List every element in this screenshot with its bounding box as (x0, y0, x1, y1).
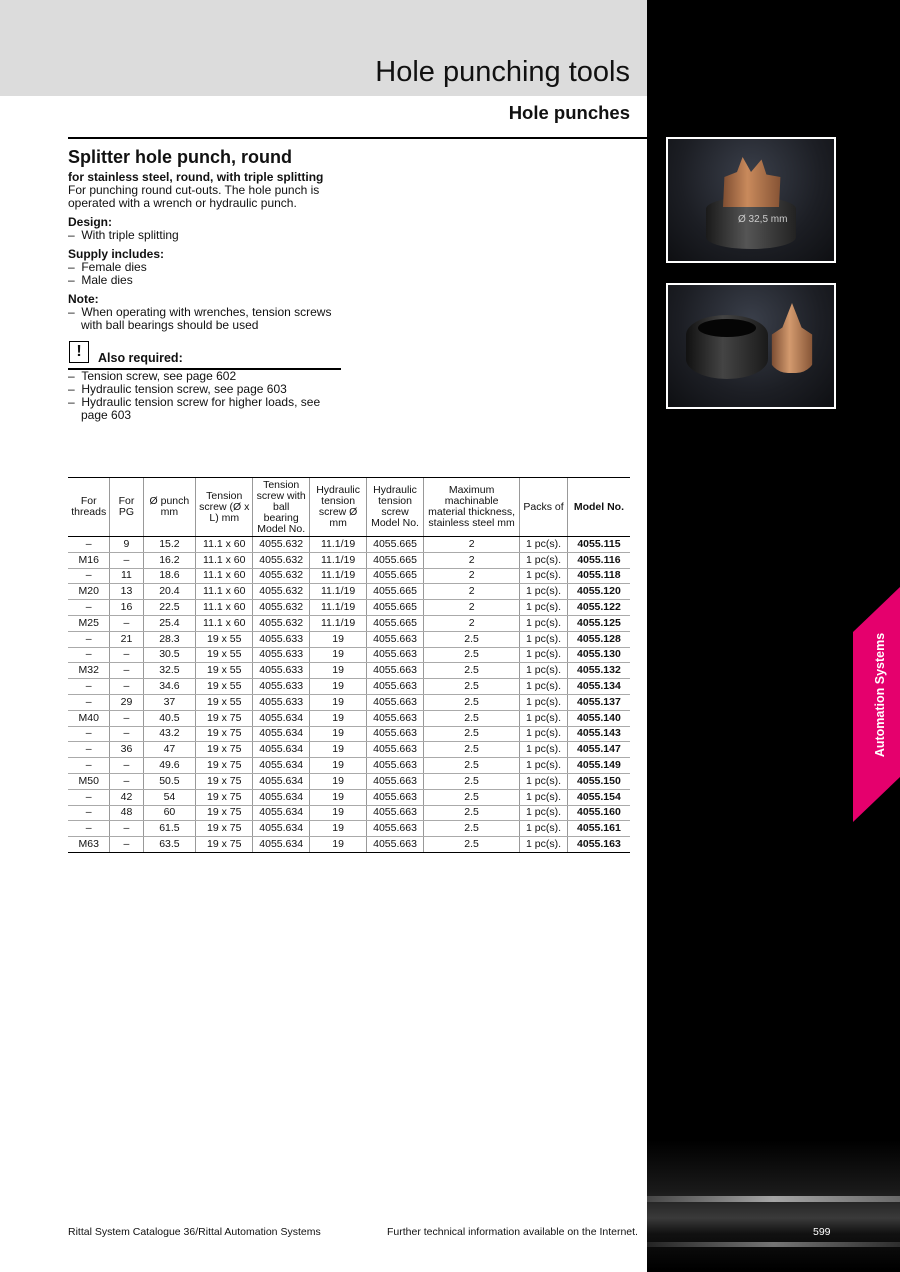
table-cell: – (110, 758, 143, 774)
table-cell: 4055.663 (367, 789, 424, 805)
table-cell: 4055.634 (253, 726, 310, 742)
table-cell: 30.5 (143, 647, 196, 663)
table-cell: 19 x 75 (196, 742, 253, 758)
table-cell: 19 x 75 (196, 837, 253, 853)
table-header-row (68, 478, 630, 537)
table-body (68, 537, 630, 853)
table-cell: 11.1/19 (310, 600, 367, 616)
product-image-die-set (666, 283, 836, 409)
footer-info: Further technical information available on the Internet. (387, 1226, 638, 1238)
table-row (68, 773, 630, 789)
model-number-cell: 4055.118 (567, 568, 630, 584)
exclamation-icon: ! (69, 341, 89, 363)
column-header: Tension screw with ball bearing Model No. (253, 478, 310, 537)
model-number-cell: 4055.122 (567, 600, 630, 616)
table-cell: – (110, 726, 143, 742)
table-cell: 47 (143, 742, 196, 758)
model-number-cell: 4055.115 (567, 537, 630, 553)
table-cell: 1 pc(s). (520, 742, 568, 758)
punch-size-label: Ø 32,5 mm (738, 214, 788, 225)
column-header: Model No. (567, 478, 630, 537)
column-header: Maximum machinable material thickness, stainless steel mm (423, 478, 519, 537)
male-die (768, 303, 816, 373)
table-cell: 11.1 x 60 (196, 568, 253, 584)
table-cell: 11.1 x 60 (196, 552, 253, 568)
table-cell: 1 pc(s). (520, 663, 568, 679)
table-row (68, 837, 630, 853)
table-cell: 2.5 (423, 679, 519, 695)
table-cell: 4055.663 (367, 742, 424, 758)
table-cell: 4055.663 (367, 773, 424, 789)
product-table (68, 477, 630, 853)
table-cell: M20 (68, 584, 110, 600)
table-cell: 2.5 (423, 758, 519, 774)
table-cell: 4055.632 (253, 568, 310, 584)
table-row (68, 647, 630, 663)
table-row (68, 805, 630, 821)
product-image-punch (666, 137, 836, 263)
product-description (68, 147, 348, 332)
also-required-item: – Hydraulic tension screw, see page 603 (68, 382, 287, 396)
table-cell: 19 (310, 773, 367, 789)
column-header: Hydraulic tension screw Model No. (367, 478, 424, 537)
table-cell: 4055.665 (367, 600, 424, 616)
table-cell: 4055.665 (367, 568, 424, 584)
table-cell: 28.3 (143, 631, 196, 647)
table-cell: 2 (423, 615, 519, 631)
page-title: Hole punching tools (375, 56, 630, 88)
table-cell: 37 (143, 694, 196, 710)
table-cell: – (68, 805, 110, 821)
design-label: Design: (68, 215, 113, 229)
table-cell: – (110, 773, 143, 789)
table-cell: 54 (143, 789, 196, 805)
table-cell: 4055.663 (367, 710, 424, 726)
table-cell: 4055.663 (367, 631, 424, 647)
table-cell: 2 (423, 600, 519, 616)
table-cell: 2.5 (423, 694, 519, 710)
table-cell: – (110, 837, 143, 853)
table-cell: 19 (310, 694, 367, 710)
page-number: 599 (813, 1226, 831, 1238)
table-cell: – (68, 821, 110, 837)
product-tagline: for stainless steel, round, with triple splitting (68, 170, 324, 184)
also-required-label: Also required: (98, 351, 183, 365)
table-cell: 4055.663 (367, 647, 424, 663)
table-cell: 19 (310, 726, 367, 742)
table-cell: 19 x 75 (196, 726, 253, 742)
table-cell: 4055.634 (253, 837, 310, 853)
table-cell: 19 (310, 742, 367, 758)
table-cell: 2.5 (423, 805, 519, 821)
also-required-list (68, 370, 348, 422)
table-cell: – (110, 615, 143, 631)
supply-item: – Female dies (68, 260, 147, 274)
table-cell: 19 x 75 (196, 805, 253, 821)
table-cell: 15.2 (143, 537, 196, 553)
table-cell: 4055.634 (253, 710, 310, 726)
design-item: – With triple splitting (68, 228, 179, 242)
model-number-cell: 4055.116 (567, 552, 630, 568)
table-cell: 19 (310, 663, 367, 679)
table-cell: 13 (110, 584, 143, 600)
table-row (68, 663, 630, 679)
table-cell: 1 pc(s). (520, 773, 568, 789)
table-cell: 2 (423, 537, 519, 553)
table-cell: 34.6 (143, 679, 196, 695)
table-cell: 4055.633 (253, 694, 310, 710)
table-cell: 4055.663 (367, 805, 424, 821)
product-description-text: For punching round cut-outs. The hole punch is operated with a wrench or hydraulic punch. (68, 183, 320, 210)
table-cell: 4055.634 (253, 773, 310, 789)
table-cell: 1 pc(s). (520, 537, 568, 553)
table-cell: 4055.632 (253, 552, 310, 568)
table-cell: 2.5 (423, 837, 519, 853)
table-cell: 16 (110, 600, 143, 616)
table-cell: 22.5 (143, 600, 196, 616)
table-cell: 19 (310, 710, 367, 726)
table-cell: 2.5 (423, 710, 519, 726)
table-cell: 19 (310, 805, 367, 821)
table-cell: 2.5 (423, 773, 519, 789)
table-cell: 2.5 (423, 821, 519, 837)
table-row (68, 789, 630, 805)
table-cell: 9 (110, 537, 143, 553)
table-row (68, 600, 630, 616)
model-number-cell: 4055.120 (567, 584, 630, 600)
model-number-cell: 4055.130 (567, 647, 630, 663)
table-row (68, 726, 630, 742)
table-cell: 4055.632 (253, 584, 310, 600)
table-cell: 11.1/19 (310, 568, 367, 584)
table-cell: 1 pc(s). (520, 647, 568, 663)
table-cell: – (68, 694, 110, 710)
table-cell: 4055.633 (253, 631, 310, 647)
table-cell: 2 (423, 552, 519, 568)
table-cell: – (110, 647, 143, 663)
table-row (68, 742, 630, 758)
table-cell: 1 pc(s). (520, 568, 568, 584)
table-cell: – (68, 726, 110, 742)
table-cell: 21 (110, 631, 143, 647)
table-cell: 2.5 (423, 663, 519, 679)
note-label: Note: (68, 292, 99, 306)
table-cell: 4055.632 (253, 537, 310, 553)
table-cell: 36 (110, 742, 143, 758)
table-cell: 19 x 55 (196, 679, 253, 695)
table-cell: M32 (68, 663, 110, 679)
table-cell: 1 pc(s). (520, 584, 568, 600)
table-cell: 1 pc(s). (520, 821, 568, 837)
model-number-cell: 4055.163 (567, 837, 630, 853)
table-cell: 11 (110, 568, 143, 584)
table-cell: 11.1 x 60 (196, 537, 253, 553)
table-cell: M25 (68, 615, 110, 631)
supply-item: – Male dies (68, 273, 133, 287)
table-cell: 1 pc(s). (520, 789, 568, 805)
table-cell: 2 (423, 568, 519, 584)
table-cell: 11.1/19 (310, 552, 367, 568)
column-header: Hydraulic tension screw Ø mm (310, 478, 367, 537)
table-cell: – (68, 600, 110, 616)
header-rule (68, 137, 647, 139)
table-row (68, 821, 630, 837)
table-cell: 11.1/19 (310, 537, 367, 553)
model-number-cell: 4055.149 (567, 758, 630, 774)
table-cell: 2.5 (423, 742, 519, 758)
table-cell: – (68, 742, 110, 758)
table-cell: 40.5 (143, 710, 196, 726)
table-cell: 1 pc(s). (520, 710, 568, 726)
table-cell: 19 (310, 758, 367, 774)
table-cell: 49.6 (143, 758, 196, 774)
table-cell: 19 (310, 837, 367, 853)
table-cell: 4055.663 (367, 694, 424, 710)
page-subtitle: Hole punches (508, 102, 630, 123)
table-row (68, 537, 630, 553)
table-row (68, 552, 630, 568)
also-required-item: – Hydraulic tension screw for higher loads, see page 603 (68, 395, 321, 422)
table-cell: M50 (68, 773, 110, 789)
side-panel-shine (647, 1140, 900, 1270)
table-cell: 4055.665 (367, 537, 424, 553)
column-header: Ø punch mm (143, 478, 196, 537)
table-cell: 1 pc(s). (520, 837, 568, 853)
punch-cutter (716, 157, 786, 207)
table-row (68, 679, 630, 695)
table-cell: 11.1 x 60 (196, 584, 253, 600)
table-row (68, 584, 630, 600)
table-cell: – (68, 568, 110, 584)
table-cell: 19 (310, 679, 367, 695)
female-die-hole (698, 319, 756, 337)
table-cell: – (110, 679, 143, 695)
table-cell: 29 (110, 694, 143, 710)
side-panel-shine-line (647, 1242, 900, 1247)
column-header: Tension screw (Ø x L) mm (196, 478, 253, 537)
table-row (68, 710, 630, 726)
supply-label: Supply includes: (68, 247, 165, 261)
table-cell: 48 (110, 805, 143, 821)
table-cell: 19 x 75 (196, 789, 253, 805)
table-cell: 4055.663 (367, 679, 424, 695)
table-cell: 1 pc(s). (520, 758, 568, 774)
table-cell: 50.5 (143, 773, 196, 789)
table-cell: 4055.663 (367, 821, 424, 837)
table-cell: 63.5 (143, 837, 196, 853)
table-cell: 4055.663 (367, 663, 424, 679)
table-cell: 1 pc(s). (520, 631, 568, 647)
footer-catalogue: Rittal System Catalogue 36/Rittal Automation Systems (68, 1226, 321, 1238)
table-cell: – (110, 821, 143, 837)
table-cell: M63 (68, 837, 110, 853)
table-cell: 16.2 (143, 552, 196, 568)
model-number-cell: 4055.161 (567, 821, 630, 837)
table-row (68, 631, 630, 647)
table-cell: 1 pc(s). (520, 552, 568, 568)
table-cell: 4055.634 (253, 742, 310, 758)
table-cell: 18.6 (143, 568, 196, 584)
table-cell: – (110, 710, 143, 726)
model-number-cell: 4055.143 (567, 726, 630, 742)
table-cell: 19 (310, 647, 367, 663)
table-cell: – (68, 537, 110, 553)
column-header: Packs of (520, 478, 568, 537)
table-row (68, 758, 630, 774)
table-cell: 4055.665 (367, 615, 424, 631)
table-cell: 2.5 (423, 647, 519, 663)
table-cell: 19 x 55 (196, 631, 253, 647)
table-cell: – (68, 631, 110, 647)
product-name: Splitter hole punch, round (68, 147, 292, 167)
table-cell: 11.1/19 (310, 615, 367, 631)
table-cell: 1 pc(s). (520, 615, 568, 631)
table-cell: 60 (143, 805, 196, 821)
side-panel-shine-line (647, 1196, 900, 1202)
table-cell: 1 pc(s). (520, 600, 568, 616)
table-cell: 19 x 55 (196, 663, 253, 679)
model-number-cell: 4055.154 (567, 789, 630, 805)
table-cell: – (68, 789, 110, 805)
table-cell: 4055.663 (367, 758, 424, 774)
table-cell: 4055.663 (367, 726, 424, 742)
model-number-cell: 4055.134 (567, 679, 630, 695)
table-cell: 4055.634 (253, 758, 310, 774)
column-header: For threads (68, 478, 110, 537)
column-header: For PG (110, 478, 143, 537)
table-cell: 2.5 (423, 631, 519, 647)
table-cell: 19 x 75 (196, 710, 253, 726)
table-cell: 19 x 55 (196, 647, 253, 663)
table-cell: 19 (310, 631, 367, 647)
table-cell: 42 (110, 789, 143, 805)
model-number-cell: 4055.125 (567, 615, 630, 631)
table-cell: 32.5 (143, 663, 196, 679)
table-cell: 20.4 (143, 584, 196, 600)
table-cell: 4055.633 (253, 647, 310, 663)
table-cell: 61.5 (143, 821, 196, 837)
side-tab-label: Automation Systems (873, 632, 887, 758)
model-number-cell: 4055.128 (567, 631, 630, 647)
table-cell: 25.4 (143, 615, 196, 631)
table-row (68, 615, 630, 631)
table-cell: 11.1 x 60 (196, 600, 253, 616)
model-number-cell: 4055.160 (567, 805, 630, 821)
model-number-cell: 4055.132 (567, 663, 630, 679)
table-cell: 1 pc(s). (520, 679, 568, 695)
table-cell: 2.5 (423, 726, 519, 742)
table-cell: 19 (310, 789, 367, 805)
note-item: – When operating with wrenches, tension screws with ball bearings should be used (68, 305, 332, 332)
table-cell: 43.2 (143, 726, 196, 742)
table-cell: 19 x 55 (196, 694, 253, 710)
table-cell: – (68, 758, 110, 774)
table-cell: M16 (68, 552, 110, 568)
also-required-item: – Tension screw, see page 602 (68, 369, 237, 383)
table-cell: 4055.634 (253, 789, 310, 805)
model-number-cell: 4055.137 (567, 694, 630, 710)
table-cell: 4055.665 (367, 584, 424, 600)
table-cell: 19 x 75 (196, 821, 253, 837)
table-cell: 11.1/19 (310, 584, 367, 600)
model-number-cell: 4055.150 (567, 773, 630, 789)
table-cell: M40 (68, 710, 110, 726)
table-cell: 19 (310, 821, 367, 837)
table-cell: 19 x 75 (196, 758, 253, 774)
also-required-header (68, 340, 341, 370)
table-cell: – (68, 679, 110, 695)
table-cell: 4055.634 (253, 805, 310, 821)
table-cell: 4055.633 (253, 663, 310, 679)
model-number-cell: 4055.147 (567, 742, 630, 758)
table-cell: 4055.634 (253, 821, 310, 837)
table-row (68, 694, 630, 710)
table-cell: 4055.632 (253, 615, 310, 631)
table-cell: 4055.633 (253, 679, 310, 695)
table-cell: 2 (423, 584, 519, 600)
table-row (68, 568, 630, 584)
model-number-cell: 4055.140 (567, 710, 630, 726)
table-cell: 1 pc(s). (520, 726, 568, 742)
table-cell: 1 pc(s). (520, 694, 568, 710)
table-cell: 4055.663 (367, 837, 424, 853)
table-cell: 11.1 x 60 (196, 615, 253, 631)
table-cell: 2.5 (423, 789, 519, 805)
table-cell: 4055.665 (367, 552, 424, 568)
table-cell: – (68, 647, 110, 663)
table-cell: 4055.632 (253, 600, 310, 616)
table-cell: 19 x 75 (196, 773, 253, 789)
table-cell: – (110, 552, 143, 568)
table-cell: 1 pc(s). (520, 805, 568, 821)
table-cell: – (110, 663, 143, 679)
